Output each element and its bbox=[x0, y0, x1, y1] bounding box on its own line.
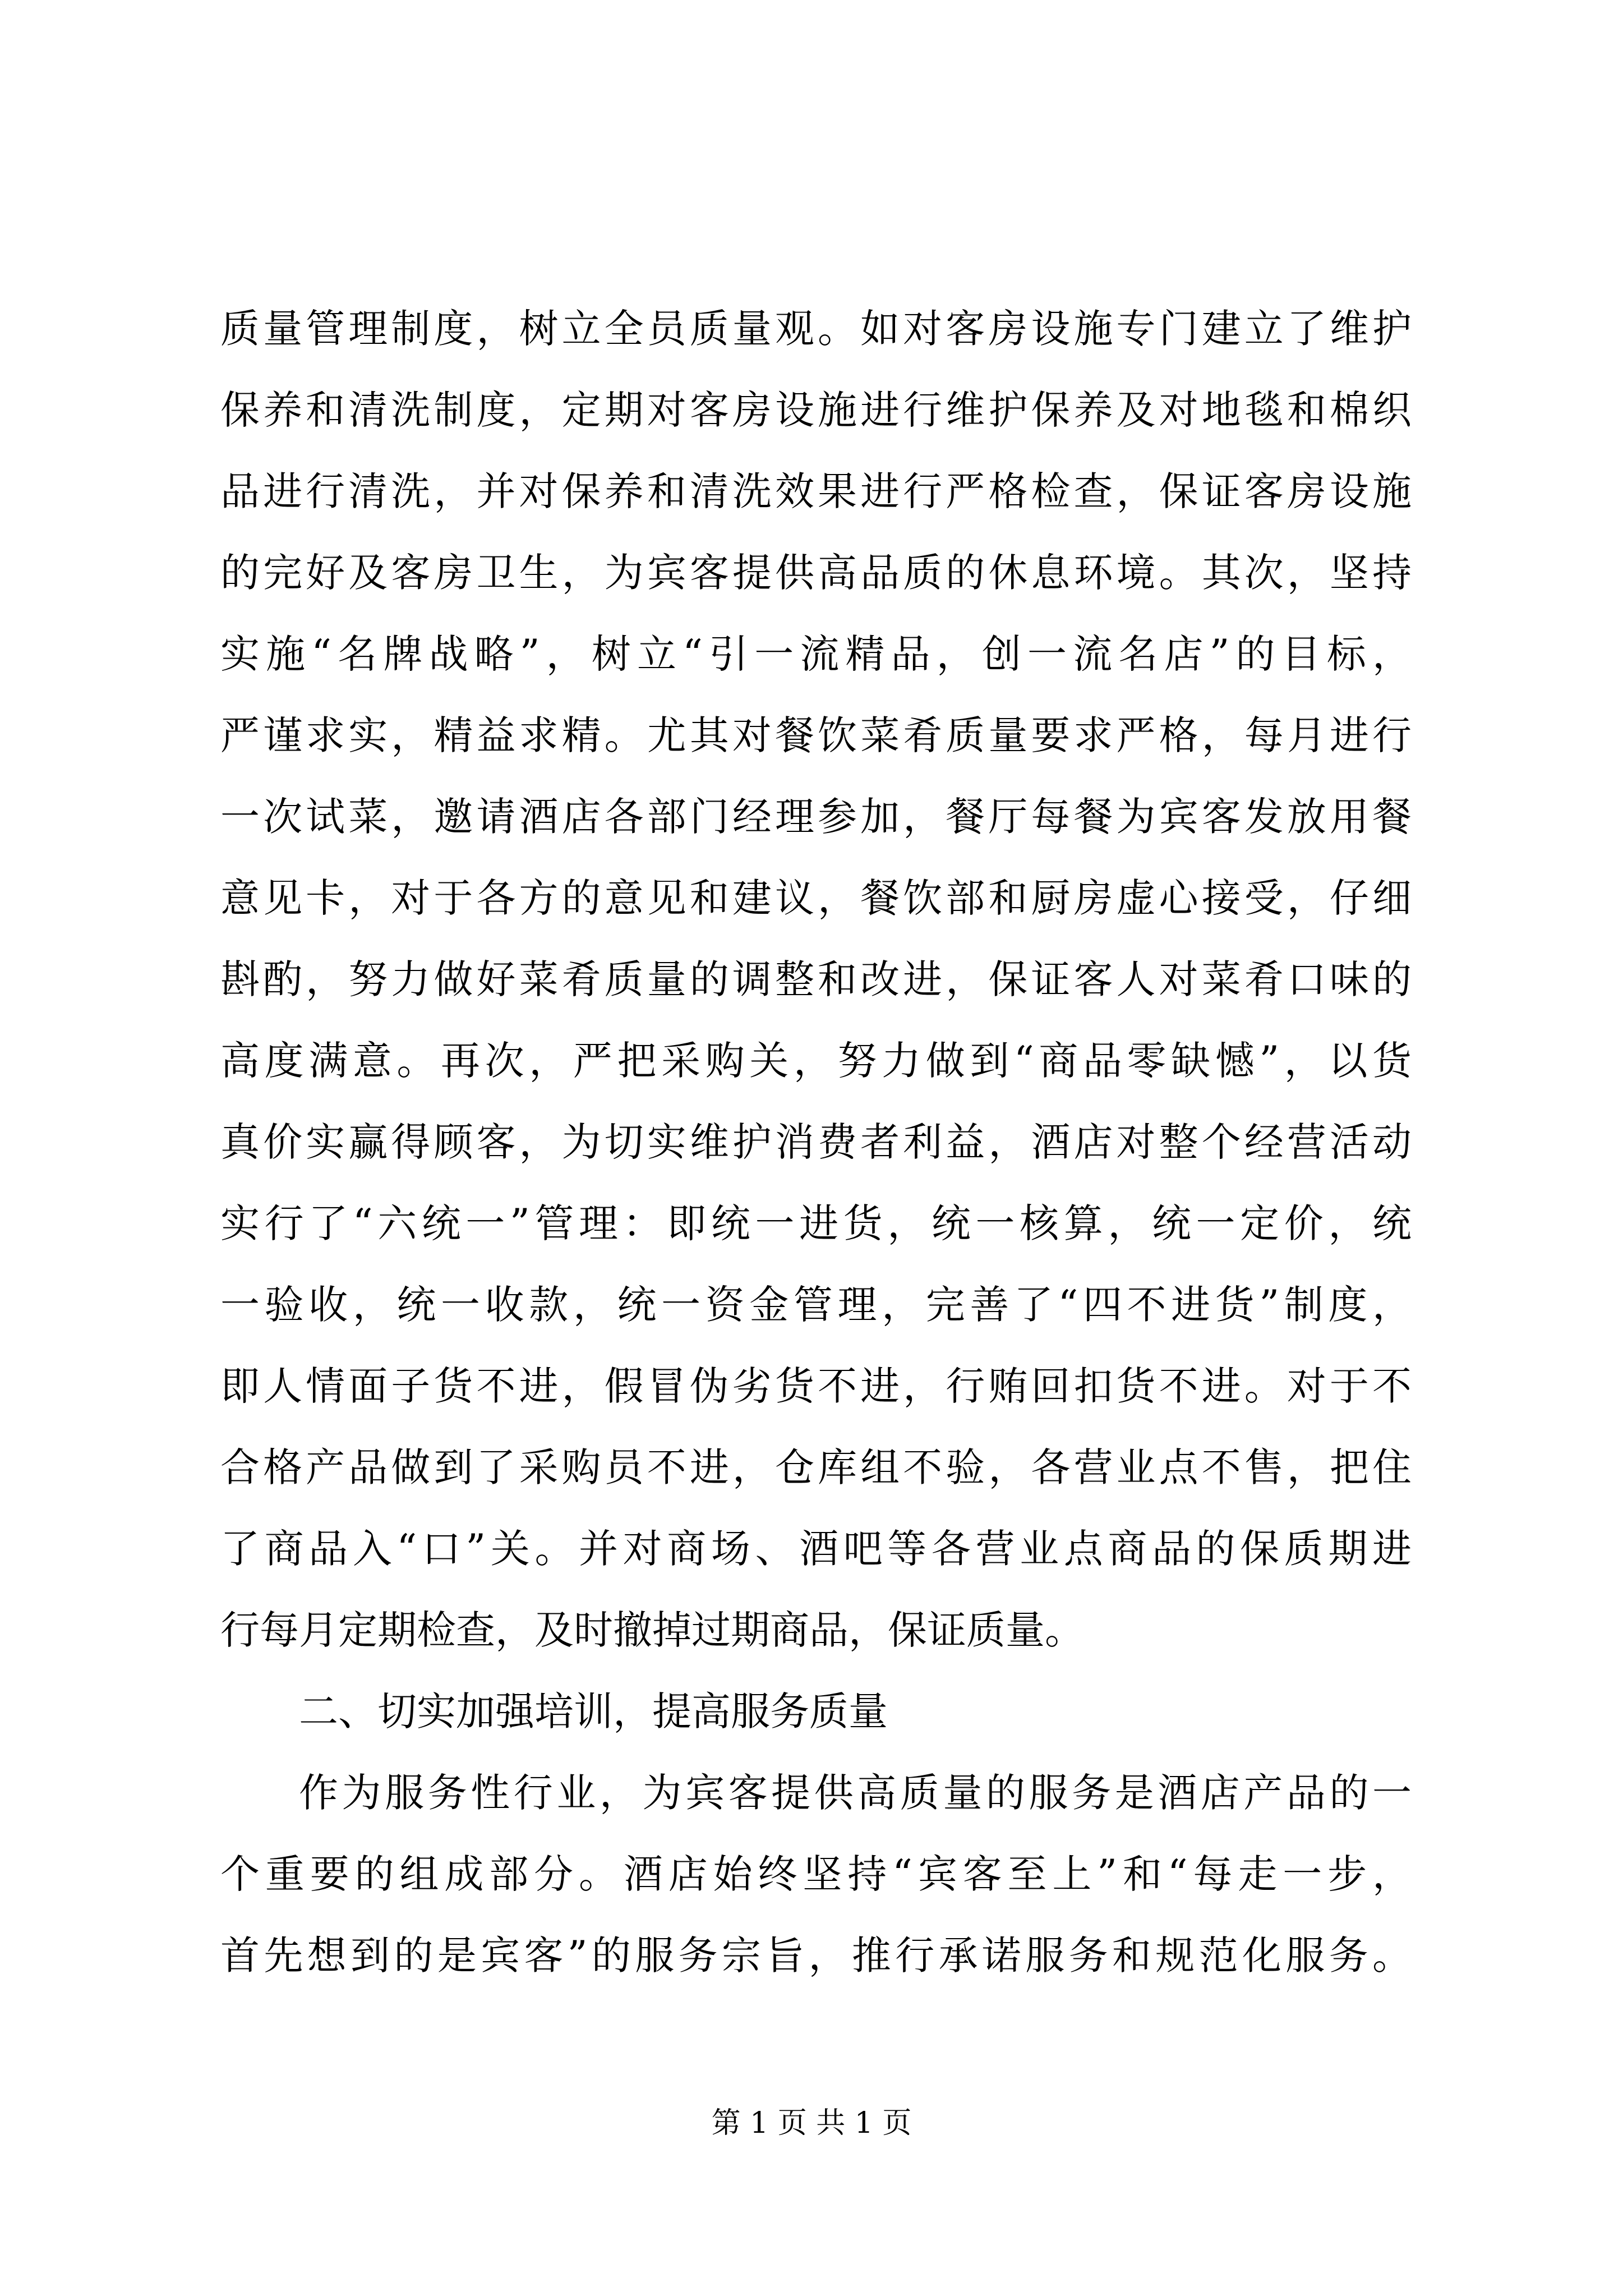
body-text-line: 合格产品做到了采购员不进，仓库组不验，各营业点不售，把住 bbox=[220, 1444, 1412, 1490]
body-text-line: 作为服务性行业，为宾客提供高质量的服务是酒店产品的一 bbox=[299, 1770, 1412, 1816]
section-heading: 二、切实加强培训，提高服务质量 bbox=[299, 1688, 888, 1734]
body-text-line: 的完好及客房卫生，为宾客提供高品质的休息环境。其次，坚持 bbox=[220, 550, 1412, 596]
body-text-line: 真价实赢得顾客，为切实维护消费者利益，酒店对整个经营活动 bbox=[220, 1119, 1412, 1165]
body-text-line: 严谨求实，精益求精。尤其对餐饮菜肴质量要求严格，每月进行 bbox=[220, 712, 1412, 758]
body-text-line: 实行了“六统一”管理：即统一进货，统一核算，统一定价，统 bbox=[220, 1200, 1412, 1246]
body-text-line: 品进行清洗，并对保养和清洗效果进行严格检查，保证客房设施 bbox=[220, 468, 1412, 514]
body-text-line: 个重要的组成部分。酒店始终坚持“宾客至上”和“每走一步， bbox=[220, 1851, 1412, 1897]
body-text-line: 首先想到的是宾客”的服务宗旨，推行承诺服务和规范化服务。 bbox=[220, 1932, 1412, 1978]
body-text-line: 保养和清洗制度，定期对客房设施进行维护保养及对地毯和棉织 bbox=[220, 387, 1412, 433]
page-footer: 第 1 页 共 1 页 bbox=[711, 2106, 912, 2140]
body-text-line: 一验收，统一收款，统一资金管理，完善了“四不进货”制度， bbox=[220, 1282, 1412, 1328]
body-text-line: 一次试菜，邀请酒店各部门经理参加，餐厅每餐为宾客发放用餐 bbox=[220, 794, 1412, 840]
body-text-line: 高度满意。再次，严把采购关，努力做到“商品零缺憾”，以货 bbox=[220, 1038, 1412, 1084]
body-text-line: 斟酌，努力做好菜肴质量的调整和改进，保证客人对菜肴口味的 bbox=[220, 956, 1412, 1002]
body-text-line: 意见卡，对于各方的意见和建议，餐饮部和厨房虚心接受，仔细 bbox=[220, 875, 1412, 921]
body-text-line: 实施“名牌战略”，树立“引一流精品，创一流名店”的目标， bbox=[220, 631, 1412, 677]
body-text-line: 即人情面子货不进，假冒伪劣货不进，行贿回扣货不进。对于不 bbox=[220, 1363, 1412, 1409]
body-text-line: 行每月定期检查，及时撤掉过期商品，保证质量。 bbox=[220, 1607, 1084, 1653]
body-text-line: 了商品入“口”关。并对商场、酒吧等各营业点商品的保质期进 bbox=[220, 1526, 1412, 1572]
body-text-line: 质量管理制度，树立全员质量观。如对客房设施专门建立了维护 bbox=[220, 306, 1412, 352]
